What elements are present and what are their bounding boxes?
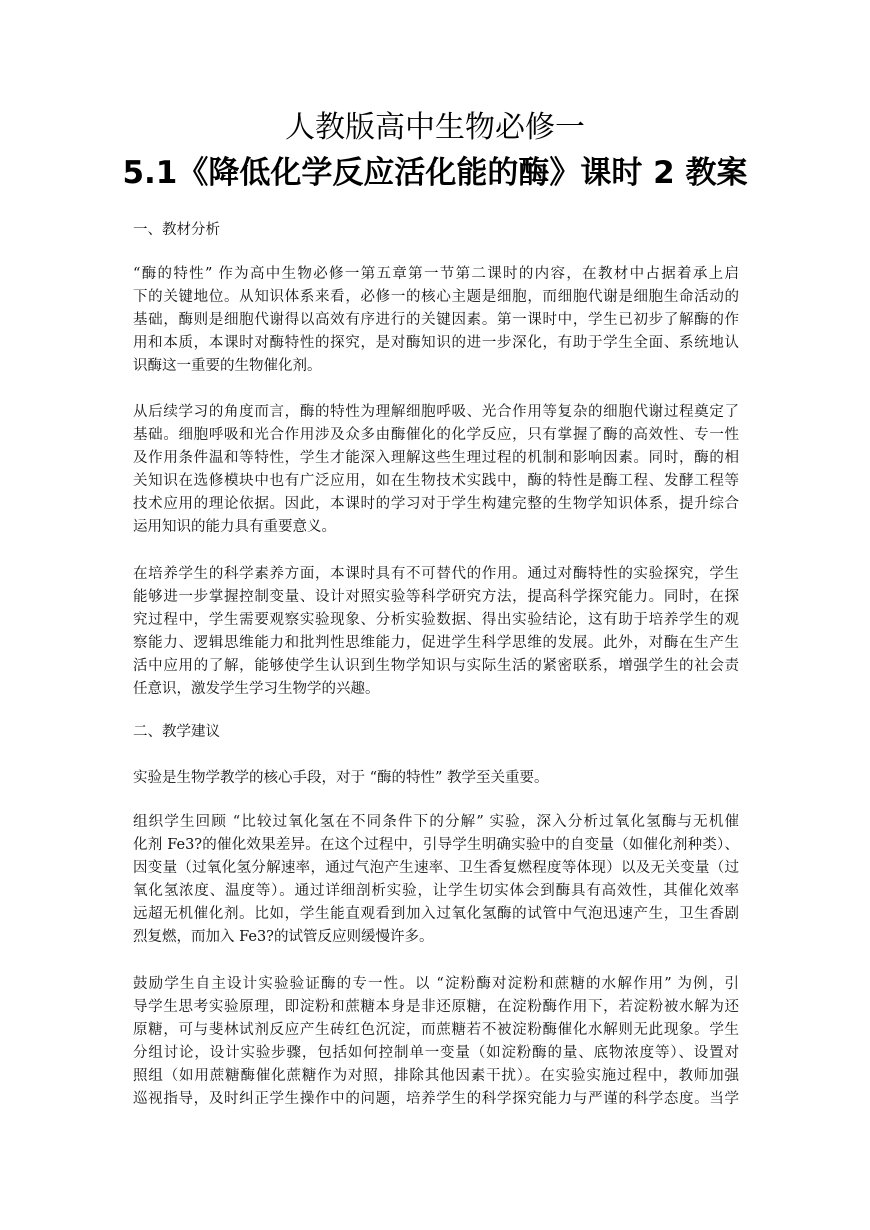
paragraph-line: 实验是生物学教学的核心手段，对于 “酶的特性” 教学至关重要。	[133, 770, 549, 786]
paragraph-line: 下的关键地位。从知识体系来看，必修一的核心主题是细胞，而细胞代谢是细胞生命活动的	[133, 289, 739, 305]
section-heading-material-analysis: 一、教材分析	[133, 222, 220, 238]
paragraph-line: 从后续学习的角度而言，酶的特性为理解细胞呼吸、光合作用等复杂的细胞代谢过程奠定了	[133, 404, 739, 420]
section-heading-teaching-suggestions: 二、教学建议	[133, 724, 220, 740]
paragraph	[133, 767, 739, 790]
paragraph-line: 分组讨论，设计实验步骤，包括如何控制单一变量（如淀粉酶的量、底物浓度等）、设置对	[133, 1045, 739, 1061]
paragraph-line: 究过程中，学生需要观察实验现象、分析实验数据、得出实验结论，这有助于培养学生的观	[133, 612, 739, 628]
paragraph-line: 识酶这一重要的生物催化剂。	[133, 358, 322, 374]
paragraph-line: 烈复燃，而加入 Fe3?的试管反应则缓慢许多。	[133, 929, 434, 945]
paragraph	[133, 563, 739, 701]
paragraph-line: 导学生思考实验原理，即淀粉和蔗糖本身是非还原糖，在淀粉酶作用下，若淀粉被水解为还	[133, 999, 739, 1015]
paragraph-line: 化剂 Fe3?的催化效果差异。在这个过程中，引导学生明确实验中的自变量（如催化剂种类）、	[133, 837, 739, 853]
paragraph-line: 任意识，激发学生学习生物学的兴趣。	[133, 681, 380, 697]
paragraph-line: 运用知识的能力具有重要意义。	[133, 519, 336, 535]
paragraph-line: 察能力、逻辑思维能力和批判性思维能力，促进学生科学思维的发展。此外，对酶在生产生	[133, 635, 739, 651]
paragraph	[133, 263, 739, 378]
paragraph-line: 原糖，可与斐林试剂反应产生砖红色沉淀，而蔗糖若不被淀粉酶催化水解则无此现象。学生	[133, 1022, 739, 1038]
document-title-line2: 5.1《降低化学反应活化能的酶》课时 2 教案	[122, 155, 748, 191]
paragraph-line: 关知识在选修模块中也有广泛应用，如在生物技术实践中，酶的特性是酶工程、发酵工程等	[133, 473, 739, 489]
paragraph-line: 巡视指导，及时纠正学生操作中的问题，培养学生的科学探究能力与严谨的科学态度。当学	[133, 1091, 739, 1107]
paragraph-line: 活中应用的了解，能够使学生认识到生物学知识与实际生活的紧密联系，增强学生的社会责	[133, 658, 739, 674]
paragraph	[133, 973, 739, 1111]
paragraph-line: 技术应用的理论依据。因此，本课时的学习对于学生构建完整的生物学知识体系，提升综合	[133, 496, 739, 512]
paragraph-line: 鼓励学生自主设计实验验证酶的专一性。以 “淀粉酶对淀粉和蔗糖的水解作用” 为例，引	[133, 976, 739, 992]
paragraph-line: 因变量（过氧化氢分解速率，通过气泡产生速率、卫生香复燃程度等体现）以及无关变量（过	[133, 860, 739, 876]
paragraph	[133, 401, 739, 539]
paragraph-line: 基础。细胞呼吸和光合作用涉及众多由酶催化的化学反应，只有掌握了酶的高效性、专一性	[133, 427, 739, 443]
paragraph	[133, 811, 739, 949]
paragraph-line: 基础，酶则是细胞代谢得以高效有序进行的关键因素。第一课时中，学生已初步了解酶的作	[133, 312, 739, 328]
paragraph-line: 及作用条件温和等特性，学生才能深入理解这些生理过程的机制和影响因素。同时，酶的相	[133, 450, 739, 466]
paragraph-line: 氧化氢浓度、温度等）。通过详细剖析实验，让学生切实体会到酶具有高效性，其催化效率	[133, 883, 739, 899]
paragraph-line: 用和本质，本课时对酶特性的探究，是对酶知识的进一步深化，有助于学生全面、系统地认	[133, 335, 739, 351]
paragraph-line: 在培养学生的科学素养方面，本课时具有不可替代的作用。通过对酶特性的实验探究，学生	[133, 566, 739, 582]
paragraph-line: 能够进一步掌握控制变量、设计对照实验等科学研究方法，提高科学探究能力。同时，在探	[133, 589, 739, 605]
paragraph-line: 照组（如用蔗糖酶催化蔗糖作为对照，排除其他因素干扰）。在实验实施过程中，教师加强	[133, 1068, 739, 1084]
paragraph-line: 远超无机催化剂。比如，学生能直观看到加入过氧化氢酶的试管中气泡迅速产生，卫生香剧	[133, 906, 739, 922]
paragraph-line: “酶的特性” 作为高中生物必修一第五章第一节第二课时的内容，在教材中占据着承上启	[133, 266, 739, 282]
document-title-line1: 人教版高中生物必修一	[285, 110, 585, 145]
paragraph-line: 组织学生回顾 “比较过氧化氢在不同条件下的分解” 实验，深入分析过氧化氢酶与无机催	[133, 814, 739, 830]
